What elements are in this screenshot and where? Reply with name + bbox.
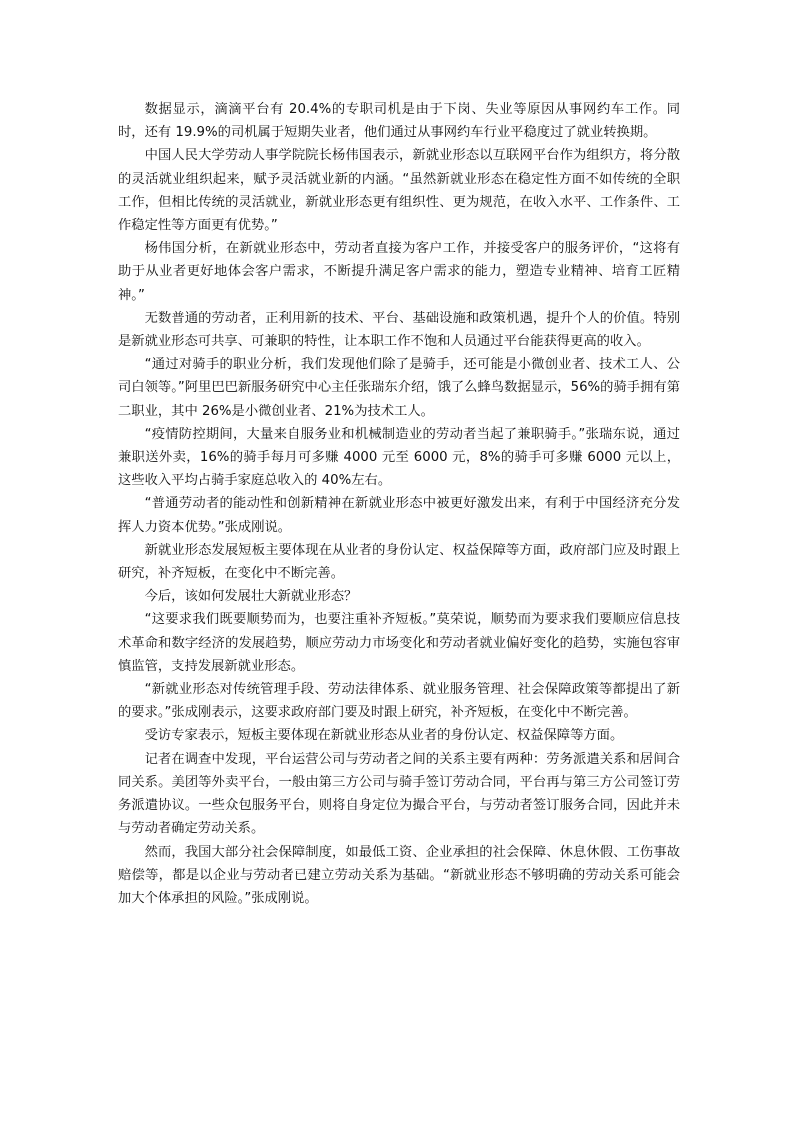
paragraph-11: “新就业形态对传统管理手段、劳动法律体系、就业服务管理、社会保障政策等都提出了新的要求。”张成刚表示，这要求政府部门要及时跟上研究，补齐短板，在变化中不断完善。 xyxy=(118,682,680,721)
article-body xyxy=(118,98,680,910)
paragraph-13: 记者在调查中发现，平台运营公司与劳动者之间的关系主要有两种：劳务派遣关系和居间合同关系。美团等外卖平台，一般由第三方公司与骑手签订劳动合同，平台再与第三方公司签订劳务派遣协议。一些众包服务平台，则将自身定位为撮合平台，与劳动者签订服务合同，因此并未与劳动者确定劳动关系。 xyxy=(118,751,680,837)
paragraph-7: “普通劳动者的能动性和创新精神在新就业形态中被更好激发出来，有利于中国经济充分发挥人力资本优势。”张成刚说。 xyxy=(118,496,680,535)
paragraph-2: 中国人民大学劳动人事学院院长杨伟国表示，新就业形态以互联网平台作为组织方，将分散的灵活就业组织起来，赋予灵活就业新的内涵。“虽然新就业形态在稳定性方面不如传统的全职工作，但相比传统的灵活就业，新就业形态更有组织性、更为规范，在收入水平、工作条件、工作稳定性等方面更有优势。” xyxy=(118,148,680,234)
paragraph-8: 新就业形态发展短板主要体现在从业者的身份认定、权益保障等方面，政府部门应及时跟上研究，补齐短板，在变化中不断完善。 xyxy=(118,542,680,582)
paragraph-10: “这要求我们既要顺势而为，也要注重补齐短板。”莫荣说，顺势而为要求我们要顺应信息技术革命和数字经济的发展趋势，顺应劳动力市场变化和劳动者就业偏好变化的趋势，实施包容审慎监管，支持发展新就业形态。 xyxy=(118,612,680,674)
paragraph-3: 杨伟国分析，在新就业形态中，劳动者直接为客户工作，并接受客户的服务评价，“这将有助于从业者更好地体会客户需求，不断提升满足客户需求的能力，塑造专业精神、培育工匠精神。” xyxy=(118,241,680,303)
paragraph-14: 然而，我国大部分社会保障制度，如最低工资、企业承担的社会保障、休息休假、工伤事故赔偿等，都是以企业与劳动者已建立劳动关系为基础。“新就业形态不够明确的劳动关系可能会加大个体承担的风险。”张成刚说。 xyxy=(118,844,680,906)
paragraph-1: 数据显示，滴滴平台有 20.4%的专职司机是由于下岗、失业等原因从事网约车工作。同时，还有 19.9%的司机属于短期失业者，他们通过从事网约车行业平稳度过了就业转换期。 xyxy=(118,102,680,141)
paragraph-6: “疫情防控期间，大量来自服务业和机械制造业的劳动者当起了兼职骑手。”张瑞东说，通过兼职送外卖，16%的骑手每月可多赚 4000 元至 6000 元，8%的骑手可多赚 6000 元以上，这些收入平均占骑手家庭总收入的 40%左右。 xyxy=(118,426,680,489)
paragraph-12: 受访专家表示，短板主要体现在新就业形态从业者的身份认定、权益保障等方面。 xyxy=(144,728,624,744)
paragraph-5: “通过对骑手的职业分析，我们发现他们除了是骑手，还可能是小微创业者、技术工人、公司白领等。”阿里巴巴新服务研究中心主任张瑞东介绍，饿了么蜂鸟数据显示，56%的骑手拥有第二职业，其中 26%是小微创业者、21%为技术工人。 xyxy=(118,357,680,419)
paragraph-4: 无数普通的劳动者，正利用新的技术、平台、基础设施和政策机遇，提升个人的价值。特别是新就业形态可共享、可兼职的特性，让本职工作不饱和人员通过平台能获得更高的收入。 xyxy=(118,310,680,350)
paragraph-9: 今后，该如何发展壮大新就业形态？ xyxy=(144,589,358,605)
